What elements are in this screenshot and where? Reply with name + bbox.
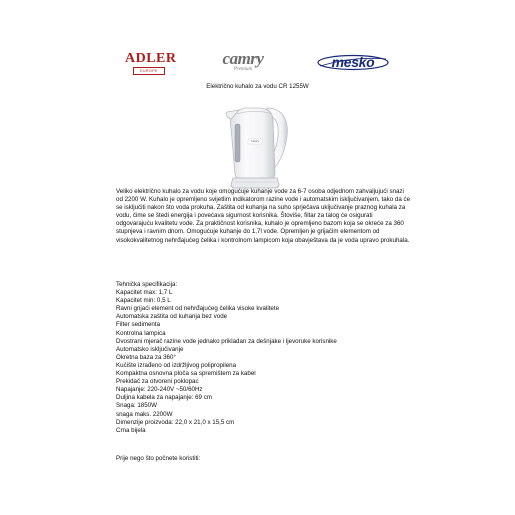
spec-item: Kućište izrađeno od izdržljivog polipropilena [116, 361, 237, 369]
spec-item: Snaga: 1850W [116, 402, 157, 410]
technical-specifications [116, 281, 416, 435]
spec-item: Crna bijela [116, 426, 146, 434]
spec-item: Filter sedimenta [116, 321, 161, 329]
spec-item: Okretna baza za 360° [116, 353, 176, 361]
spec-item: Automatska zaštita od kuhanja bez vode [116, 313, 228, 321]
adler-logo [125, 51, 177, 75]
spec-item: Automatsko isključivanje [116, 345, 184, 353]
spec-item: Dvostrani mjerač razine vode jednako prikladan za dešnjake i ljevoruke korisnike [116, 337, 337, 345]
adler-logo-sub: EUROPE [133, 67, 165, 75]
before-use-heading: Prije nego što počnete koristiti: [116, 455, 201, 462]
brand-logos [0, 50, 515, 80]
camry-logo-word: camry [222, 49, 264, 68]
spec-item: Napajanje: 220-240V ~50/60Hz [116, 386, 203, 394]
document-title: Električno kuhalo za vodu CR 1255W [206, 83, 309, 90]
camry-logo [215, 50, 271, 73]
kettle-badge-text: Camry [250, 139, 260, 143]
spec-item: Kontrolna lampica [116, 329, 166, 337]
camry-logo-sub: Premium [233, 67, 253, 72]
spec-item: Ravni grijaći element od nehrđajućeg čelika visoke kvalitete [116, 305, 280, 313]
mesko-logo-word: mesko [331, 54, 375, 70]
mesko-logo [316, 54, 390, 71]
spec-item: Dimenzije proizvoda: 22,0 x 21,0 x 15,5 cm [116, 418, 235, 426]
adler-logo-word: ADLER [125, 51, 177, 66]
product-description: Veliko električno kuhalo za vodu koje omogućuje kuhanje vode za 6-7 osoba odjednom zahvaljujući snazi od 2200 W. Kuhalo je opremljeno svijetlim indikatorom razine vode i automatskim isključivanjem, tako da će se isključiti nakon što voda prokuha. Zaštita od kuhanja na suho sprječava uključivanje praznog kuhala za vodu, čime se štedi energija i povećava sigurnost korisnika. Štoviše, filtar za talog će osigurati odgovarajuću kvalitetu vode. Za praktičnost korisnika, kuhalo je opremljeno bazom koja se okreće za 360 stupnjeva i ravnim dnom. Omogućuje kuhanje do 1,7l vode. Opremljen je grijaćim elementom od visokokvalitetnog nehrđajućeg čelika i kontrolnom lampicom koja obavještava da je voda upravo prokuhala. [116, 188, 411, 244]
spec-heading: Tehnička specifikacija: [116, 281, 178, 288]
product-image [215, 96, 305, 191]
spec-item: Duljina kabela za napajanje: 69 cm [116, 394, 212, 402]
spec-item: Kapacitet max: 1,7 L [116, 289, 173, 297]
spec-item: Kapacitet min: 0,5 L [116, 297, 171, 305]
spec-item: Prekidač za otvoreni poklopac [116, 378, 199, 386]
spec-item: Kompaktna osnovna ploča sa spremištem za kabel [116, 370, 256, 378]
spec-item: snaga maks. 2200W [116, 410, 173, 418]
